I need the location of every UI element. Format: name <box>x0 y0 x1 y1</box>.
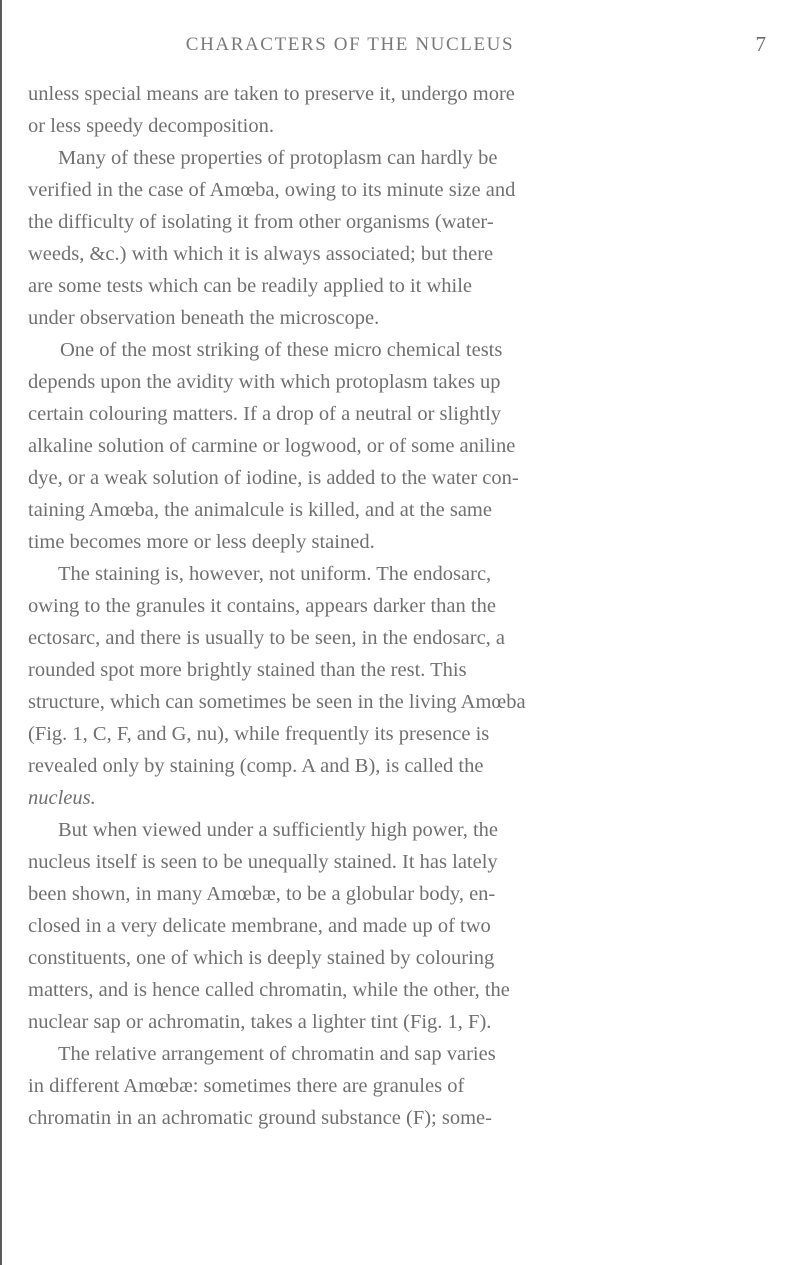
text-line: matters, and is hence called chromatin, while the other, the <box>28 979 510 1001</box>
text-line: taining Amœba, the animalcule is killed, and at the same <box>28 499 492 521</box>
page-header <box>0 30 800 66</box>
text-line: depends upon the avidity with which protoplasm takes up <box>28 371 501 393</box>
text-line: dye, or a weak solution of iodine, is added to the water con- <box>28 467 519 489</box>
text-line: Many of these properties of protoplasm can hardly be <box>58 147 498 169</box>
text-line: One of the most striking of these micro chemical tests <box>60 339 503 361</box>
text-line: been shown, in many Amœbæ, to be a globular body, en- <box>28 883 496 905</box>
text-line: verified in the case of Amœba, owing to its minute size and <box>28 179 516 201</box>
text-line: under observation beneath the microscope. <box>28 307 380 329</box>
text-line: structure, which can sometimes be seen in the living Amœba <box>28 691 526 713</box>
text-line: certain colouring matters. If a drop of a neutral or slightly <box>28 403 502 425</box>
text-line: revealed only by staining (comp. A and B), is called the <box>28 755 484 777</box>
text-line: are some tests which can be readily applied to it while <box>28 275 473 297</box>
running-head: CHARACTERS OF THE NUCLEUS <box>185 34 515 55</box>
text-line: owing to the granules it contains, appears darker than the <box>28 595 496 617</box>
text-line: alkaline solution of carmine or logwood, or of some aniline <box>28 435 516 457</box>
text-line: chromatin in an achromatic ground substance (F); some- <box>28 1107 492 1129</box>
page-gutter-edge <box>0 0 2 1265</box>
text-line: in different Amœbæ: sometimes there are granules of <box>28 1075 465 1097</box>
text-line: The staining is, however, not uniform. The endosarc, <box>58 563 492 585</box>
text-line: or less speedy decomposition. <box>28 115 274 137</box>
text-line: ectosarc, and there is usually to be seen, in the endosarc, a <box>28 627 506 649</box>
text-line: the difficulty of isolating it from other organisms (water- <box>28 211 494 233</box>
text-line: But when viewed under a sufficiently high power, the <box>58 819 499 841</box>
text-line: constituents, one of which is deeply stained by colouring <box>28 947 495 969</box>
text-line: The relative arrangement of chromatin and sap varies <box>58 1043 496 1065</box>
text-line: nucleus itself is seen to be unequally stained. It has lately <box>28 851 498 873</box>
text-line: closed in a very delicate membrane, and made up of two <box>28 915 491 937</box>
page-number: 7 <box>755 32 766 56</box>
text-line: unless special means are taken to preserve it, undergo more <box>28 83 515 105</box>
text-line: time becomes more or less deeply stained. <box>28 531 375 553</box>
text-line: nucleus. <box>28 787 96 809</box>
text-line: weeds, &c.) with which it is always associated; but there <box>28 243 494 265</box>
text-line: nuclear sap or achromatin, takes a lighter tint (Fig. 1, F). <box>28 1011 492 1033</box>
text-line: (Fig. 1, C, F, and G, nu), while frequently its presence is <box>28 723 490 745</box>
text-line: rounded spot more brightly stained than the rest. This <box>28 659 467 681</box>
